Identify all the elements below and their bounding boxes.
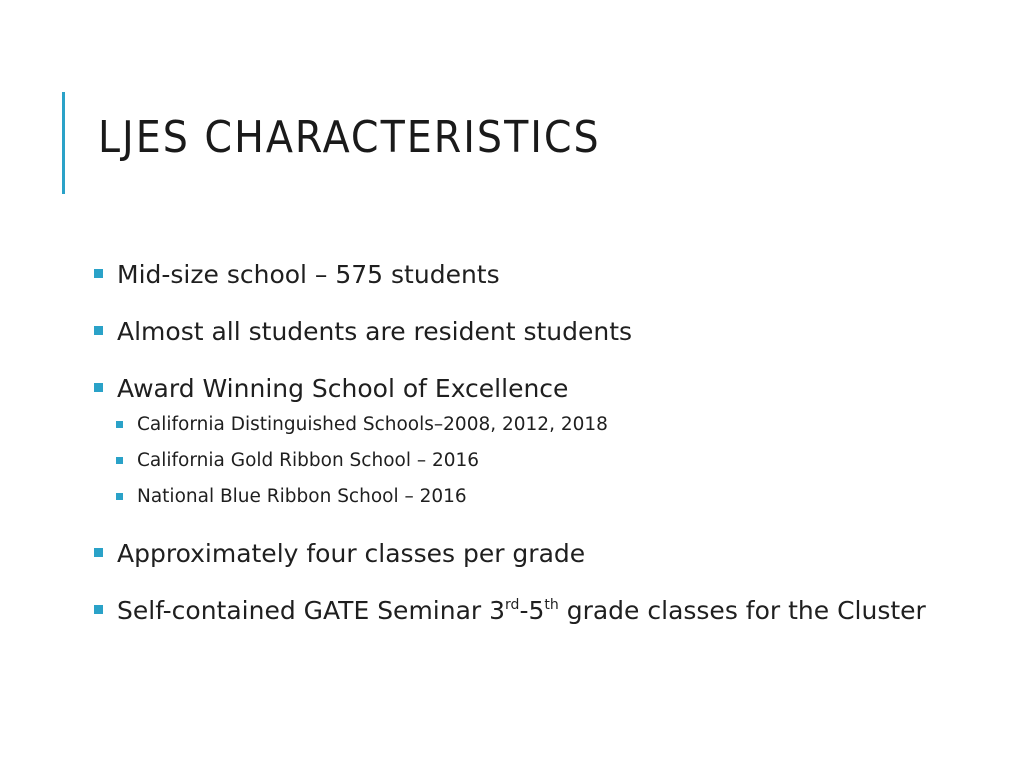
gate-text-part: Self-contained GATE Seminar 3	[117, 596, 506, 625]
bullet-item-resident-students: Almost all students are resident students	[92, 313, 952, 350]
bullet-item-school-size: Mid-size school – 575 students	[92, 256, 952, 293]
gate-text-part: -5	[519, 596, 545, 625]
bullet-item-awards: Award Winning School of Excellence	[92, 370, 952, 407]
bullet-item-gate-seminar	[92, 592, 952, 629]
ordinal-suffix-th: th	[544, 597, 559, 613]
slide-title: LJES CHARACTERISTICS	[98, 112, 601, 163]
bullet-item-classes-per-grade: Approximately four classes per grade	[92, 535, 952, 572]
sub-bullet-gold-ribbon: California Gold Ribbon School – 2016	[92, 443, 952, 479]
awards-sub-list	[92, 407, 952, 515]
sub-bullet-blue-ribbon: National Blue Ribbon School – 2016	[92, 479, 952, 515]
title-accent-bar	[62, 92, 65, 194]
gate-text-part: grade classes for the Cluster	[558, 596, 926, 625]
bullet-list	[92, 256, 952, 629]
sub-bullet-distinguished-schools: California Distinguished Schools–2008, 2012, 2018	[92, 407, 952, 443]
ordinal-suffix-rd: rd	[505, 597, 520, 613]
